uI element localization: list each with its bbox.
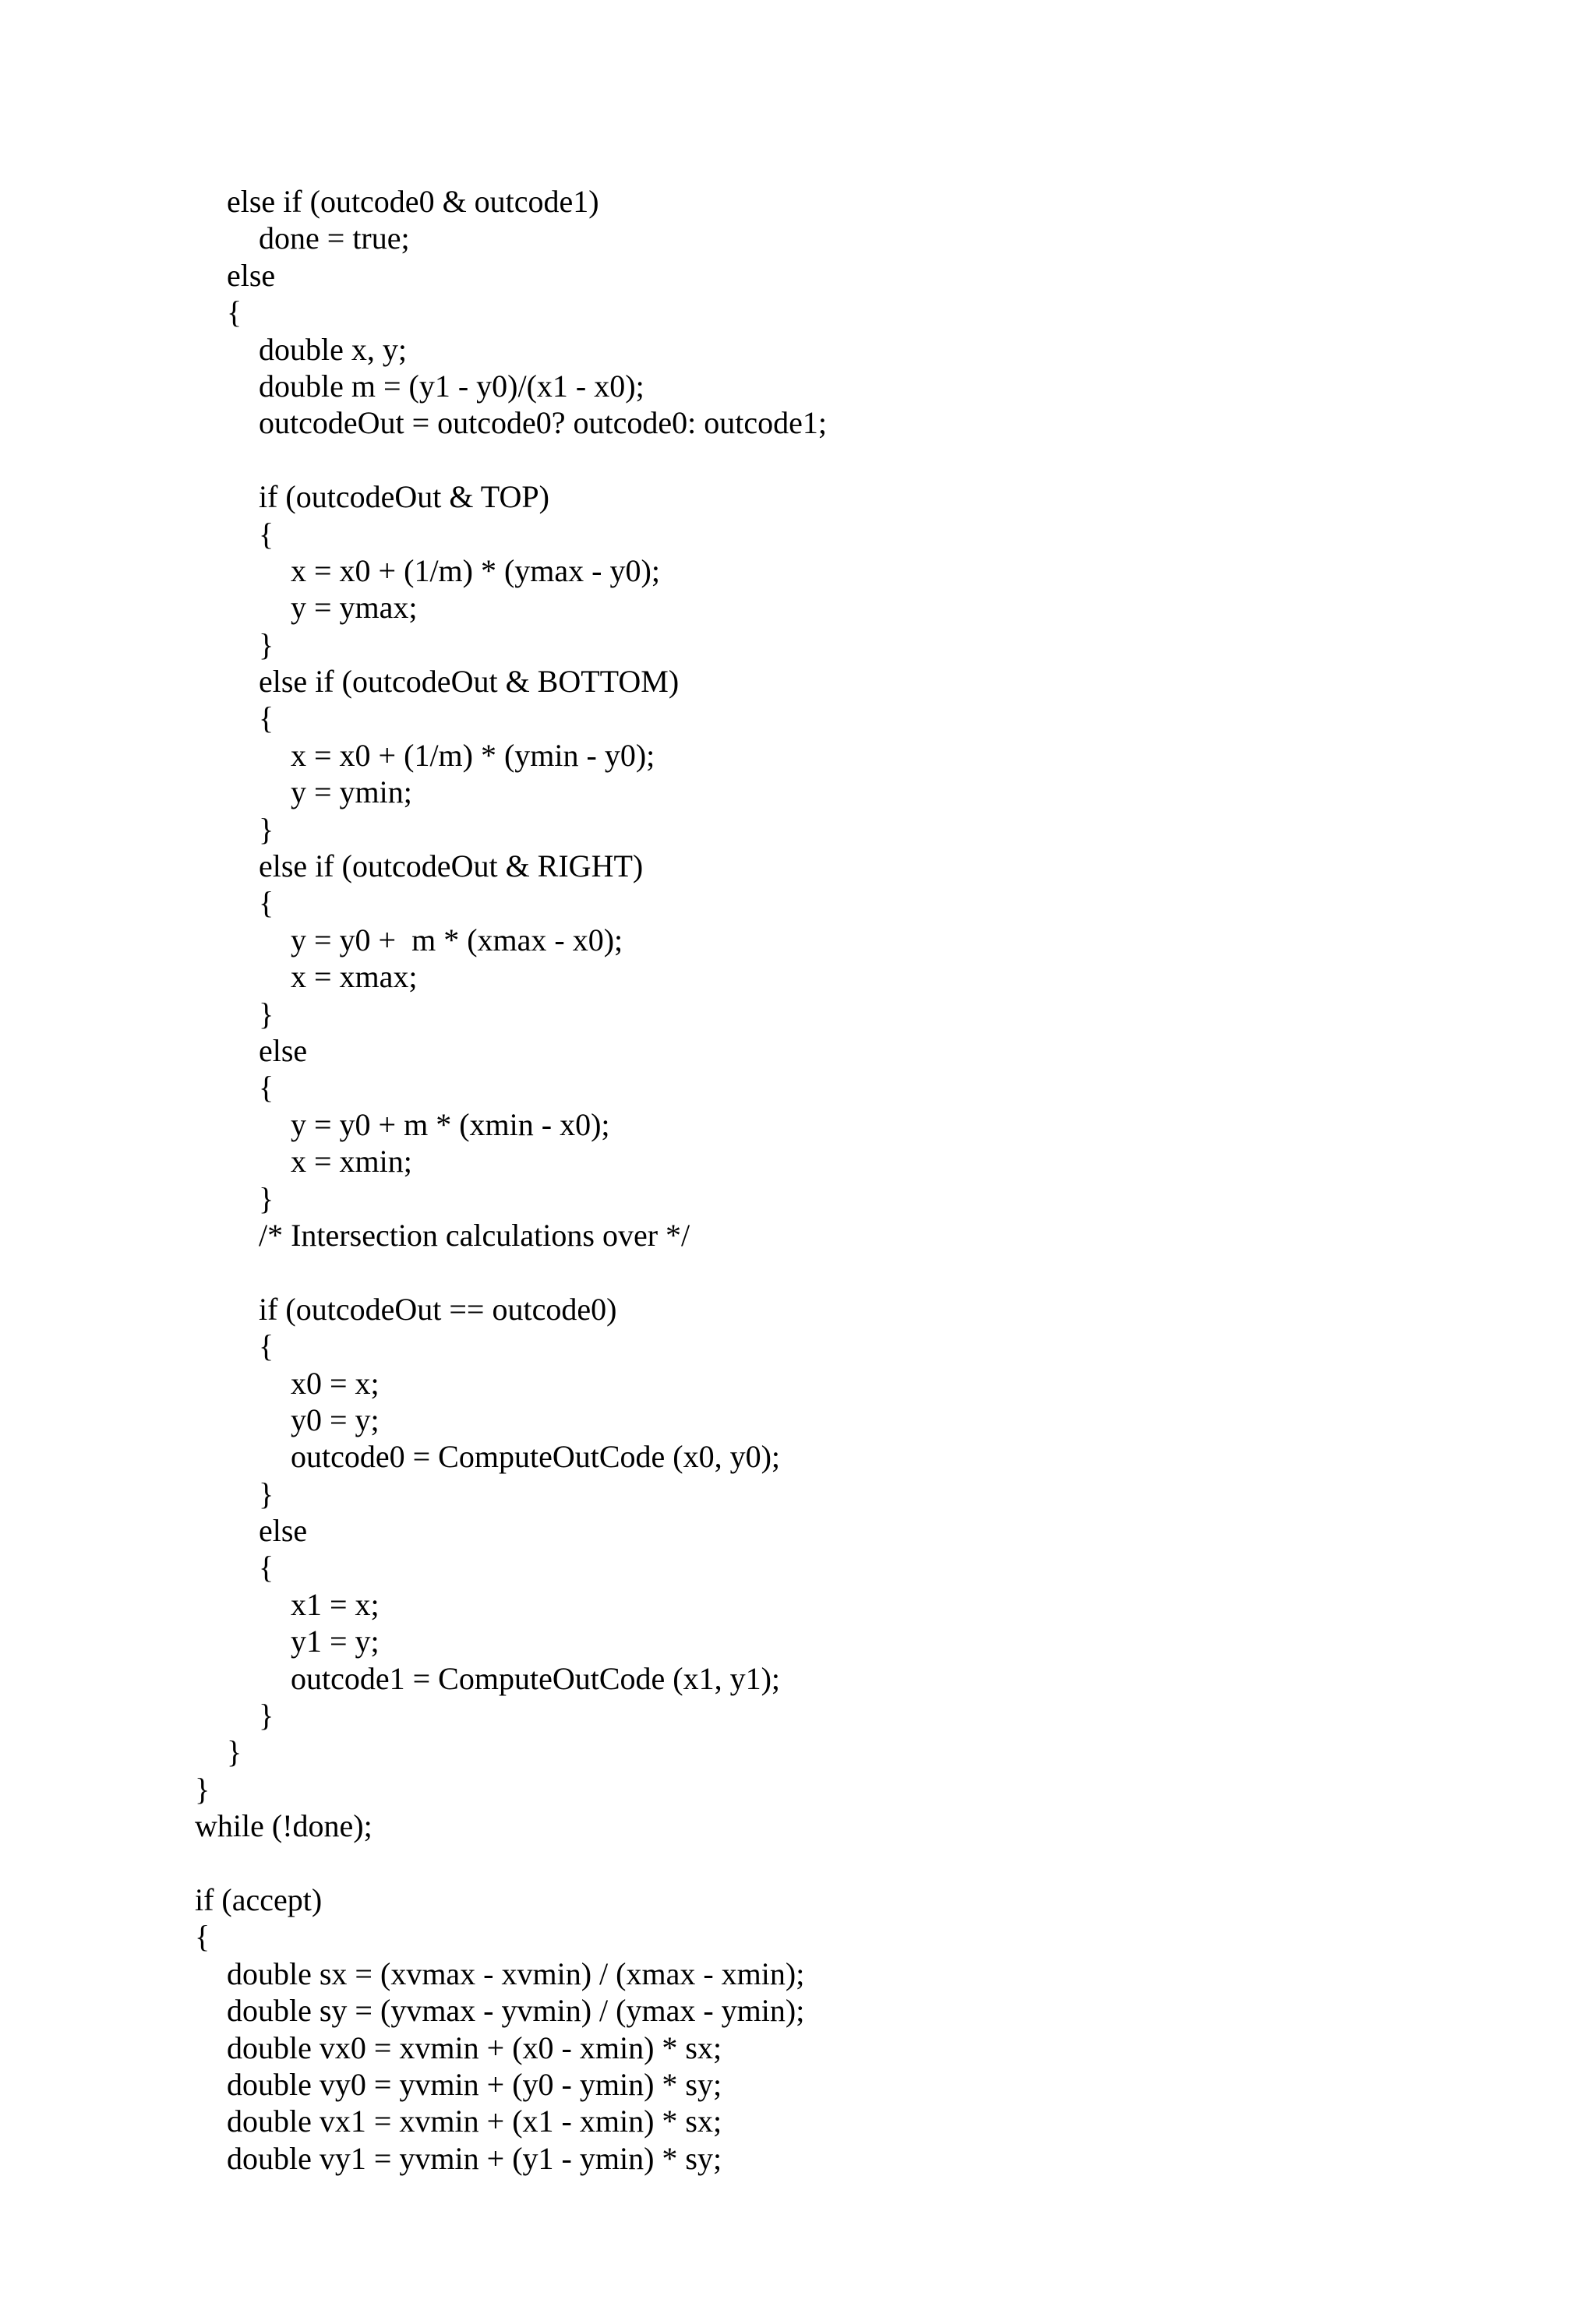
code-line: { xyxy=(259,516,274,552)
code-line: } xyxy=(259,996,274,1032)
code-line: x0 = x; xyxy=(291,1365,380,1401)
code-line: double m = (y1 - y0)/(x1 - x0); xyxy=(259,368,644,404)
code-line: y = y0 + m * (xmax - x0); xyxy=(291,922,623,957)
code-line xyxy=(195,1845,827,1881)
code-line: { xyxy=(227,294,242,330)
code-line: x = x0 + (1/m) * (ymax - y0); xyxy=(291,552,660,588)
code-line: else if (outcodeOut & BOTTOM) xyxy=(259,664,680,700)
code-line: else xyxy=(259,1032,308,1068)
code-line: else if (outcode0 & outcode1) xyxy=(227,184,599,219)
code-line: x1 = x; xyxy=(291,1586,380,1622)
code-line: outcode1 = ComputeOutCode (x1, y1); xyxy=(291,1660,781,1696)
code-line: y = ymin; xyxy=(291,774,412,810)
code-line: } xyxy=(259,1698,274,1733)
code-line: done = true; xyxy=(259,220,410,256)
code-line: x = x0 + (1/m) * (ymin - y0); xyxy=(291,737,655,773)
code-line: if (outcodeOut & TOP) xyxy=(259,479,549,515)
code-listing xyxy=(195,183,827,2177)
code-line: { xyxy=(259,885,274,921)
code-line: x = xmin; xyxy=(291,1144,412,1180)
code-line: y1 = y; xyxy=(291,1624,380,1659)
code-line: double vy0 = yvmin + (y0 - ymin) * sy; xyxy=(227,2066,722,2102)
code-line: double vy1 = yvmin + (y1 - ymin) * sy; xyxy=(227,2140,722,2176)
code-line: y0 = y; xyxy=(291,1402,380,1437)
code-line: if (accept) xyxy=(195,1881,323,1917)
code-line: { xyxy=(259,700,274,736)
code-line: outcodeOut = outcode0? outcode0: outcode1; xyxy=(259,405,828,441)
code-line xyxy=(195,1254,827,1290)
code-line: } xyxy=(227,1734,242,1770)
code-line: } xyxy=(259,1180,274,1216)
code-line: } xyxy=(195,1771,210,1807)
code-line: double x, y; xyxy=(259,331,407,367)
code-line: { xyxy=(259,1328,274,1364)
code-line: /* Intersection calculations over */ xyxy=(259,1217,690,1253)
code-line: y = y0 + m * (xmin - x0); xyxy=(291,1106,610,1142)
code-line: else xyxy=(227,257,276,293)
code-line: if (outcodeOut == outcode0) xyxy=(259,1291,617,1327)
code-line: else xyxy=(259,1513,308,1549)
code-line: } xyxy=(259,811,274,847)
code-line: { xyxy=(195,1919,210,1955)
code-line: double vx1 = xvmin + (x1 - xmin) * sx; xyxy=(227,2104,722,2139)
code-line: } xyxy=(259,626,274,662)
code-line: double vx0 = xvmin + (x0 - xmin) * sx; xyxy=(227,2030,722,2065)
code-line: y = ymax; xyxy=(291,590,418,626)
code-line: double sx = (xvmax - xvmin) / (xmax - xmin); xyxy=(227,1955,805,1991)
code-line: { xyxy=(259,1070,274,1106)
code-line: double sy = (yvmax - yvmin) / (ymax - ymin); xyxy=(227,1993,805,2029)
code-line: x = xmax; xyxy=(291,959,418,995)
code-line: while (!done); xyxy=(195,1808,373,1844)
code-line: else if (outcodeOut & RIGHT) xyxy=(259,848,644,884)
code-line: { xyxy=(259,1550,274,1585)
code-line: outcode0 = ComputeOutCode (x0, y0); xyxy=(291,1439,781,1475)
code-line: } xyxy=(259,1476,274,1511)
code-line xyxy=(195,442,827,478)
